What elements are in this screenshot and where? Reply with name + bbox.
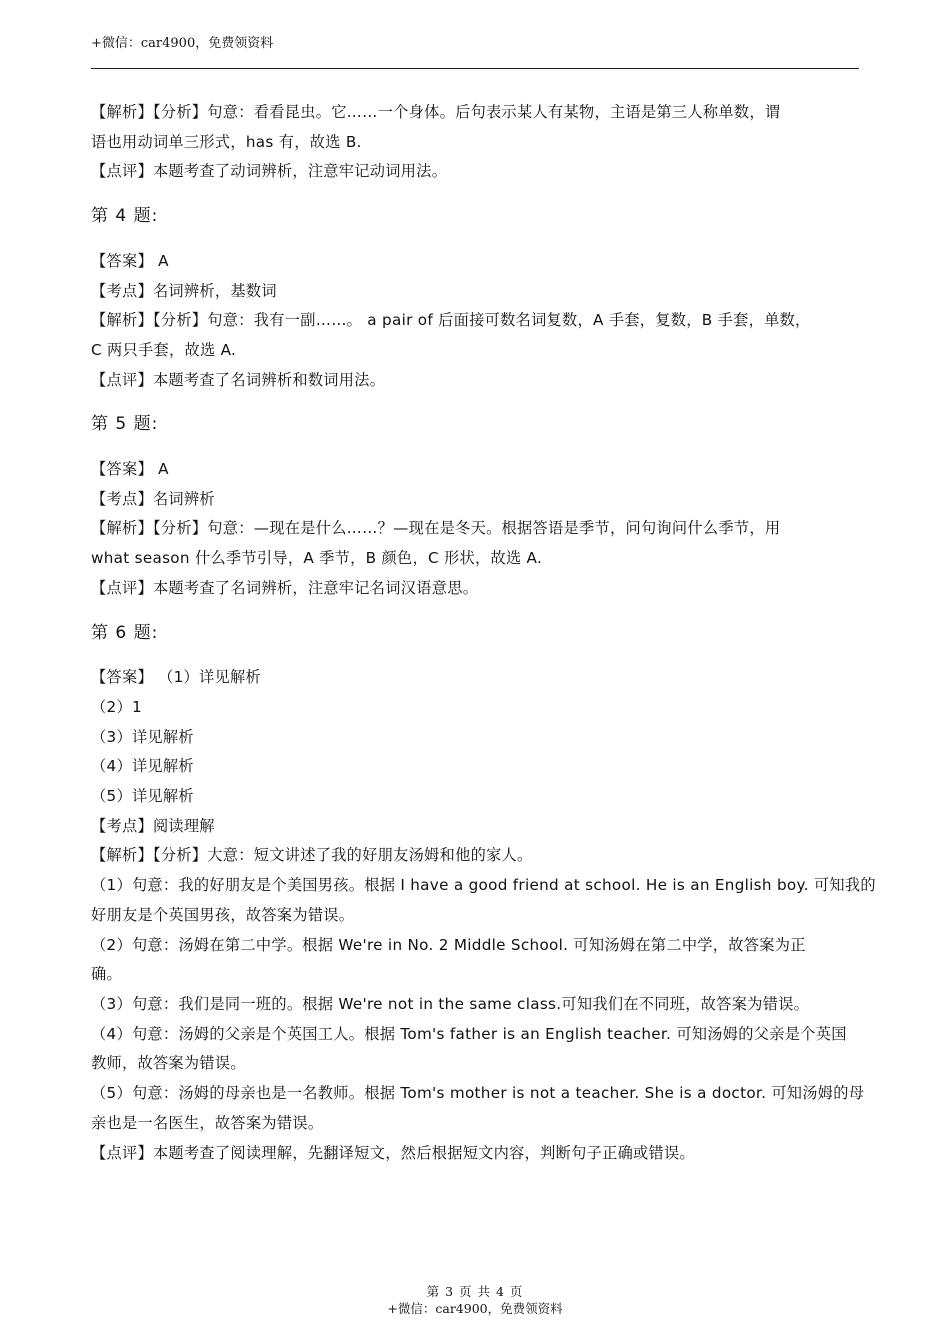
question-5-answer <box>91 455 853 604</box>
text-line: 【解析】【分析】大意：短文讲述了我的好朋友汤姆和他的家人。 <box>91 846 533 865</box>
text-line: 好朋友是个英国男孩，故答案为错误。 <box>91 905 355 924</box>
footer-watermark-text: +微信：car4900，免费领资料 <box>387 1301 563 1316</box>
text-line: （4）详见解析 <box>91 757 194 776</box>
text-line: （5）句意：汤姆的母亲也是一名教师。根据 Tom's mother is not a teacher. She is a doctor. 可知汤姆的母 <box>91 1084 865 1103</box>
text-line: 【考点】名词辨析 <box>91 489 215 508</box>
text-line: 【解析】【分析】句意：我有一副……。 a pair of 后面接可数名词复数，A 手套，复数，B 手套，单数， <box>91 311 811 330</box>
page-number: 第 3 页 共 4 页 <box>426 1284 524 1299</box>
text-line: 【答案】 （1）详见解析 <box>91 668 261 687</box>
question-6-answer <box>91 663 876 1168</box>
text-line: 【解析】【分析】句意：—现在是什么……？—现在是冬天。根据答语是季节，问句询问什么季节，用 <box>91 519 781 538</box>
text-line: （2）1 <box>91 697 142 716</box>
text-line: 亲也是一名医生，故答案为错误。 <box>91 1113 324 1132</box>
text-line: （3）详见解析 <box>91 727 194 746</box>
text-line: （5）详见解析 <box>91 787 194 806</box>
text-line: （2）句意：汤姆在第二中学。根据 We're in No. 2 Middle School. 可知汤姆在第二中学，故答案为正 <box>91 935 806 954</box>
document-body <box>91 98 876 1168</box>
question-5-heading: 第 5 题: <box>91 414 159 435</box>
text-line: 【解析】【分析】句意：看看昆虫。它……一个身体。后句表示某人有某物，主语是第三人称单数，谓 <box>91 103 781 121</box>
text-line: （1）句意：我的好朋友是个美国男孩。根据 I have a good friend at school. He is an English boy. 可知我的 <box>91 876 876 895</box>
text-line: （3）句意：我们是同一班的。根据 We're not in the same class.可知我们在不同班，故答案为错误。 <box>91 994 810 1013</box>
text-line: 【点评】本题考查了名词辨析，注意牢记名词汉语意思。 <box>91 578 479 597</box>
text-line: 【点评】本题考查了动词辨析，注意牢记动词用法。 <box>91 162 448 181</box>
question-3-analysis <box>91 98 853 187</box>
text-line: 【考点】阅读理解 <box>91 816 215 835</box>
question-4-heading: 第 4 题: <box>91 206 159 227</box>
question-4-answer <box>91 247 853 396</box>
text-line: 【答案】 A <box>91 460 169 479</box>
text-line: 【点评】本题考查了名词辨析和数词用法。 <box>91 370 386 389</box>
header-watermark-text: +微信：car4900，免费领资料 <box>91 36 274 51</box>
text-line: 确。 <box>91 965 122 984</box>
text-line: what season 什么季节引导，A 季节，B 颜色，C 形状，故选 A. <box>91 549 543 568</box>
text-line: 教师，故答案为错误。 <box>91 1054 246 1073</box>
text-line: 【考点】名词辨析，基数词 <box>91 281 277 300</box>
text-line: C 两只手套，故选 A. <box>91 340 237 359</box>
text-line: 【答案】 A <box>91 251 169 270</box>
question-6-heading: 第 6 题: <box>91 622 159 643</box>
header-divider <box>91 68 859 69</box>
text-line: （4）句意：汤姆的父亲是个英国工人。根据 Tom's father is an English teacher. 可知汤姆的父亲是个英国 <box>91 1024 847 1043</box>
text-line: 【点评】本题考查了阅读理解，先翻译短文，然后根据短文内容，判断句子正确或错误。 <box>91 1143 696 1162</box>
text-line: 语也用动词单三形式，has 有，故选 B. <box>91 132 362 151</box>
